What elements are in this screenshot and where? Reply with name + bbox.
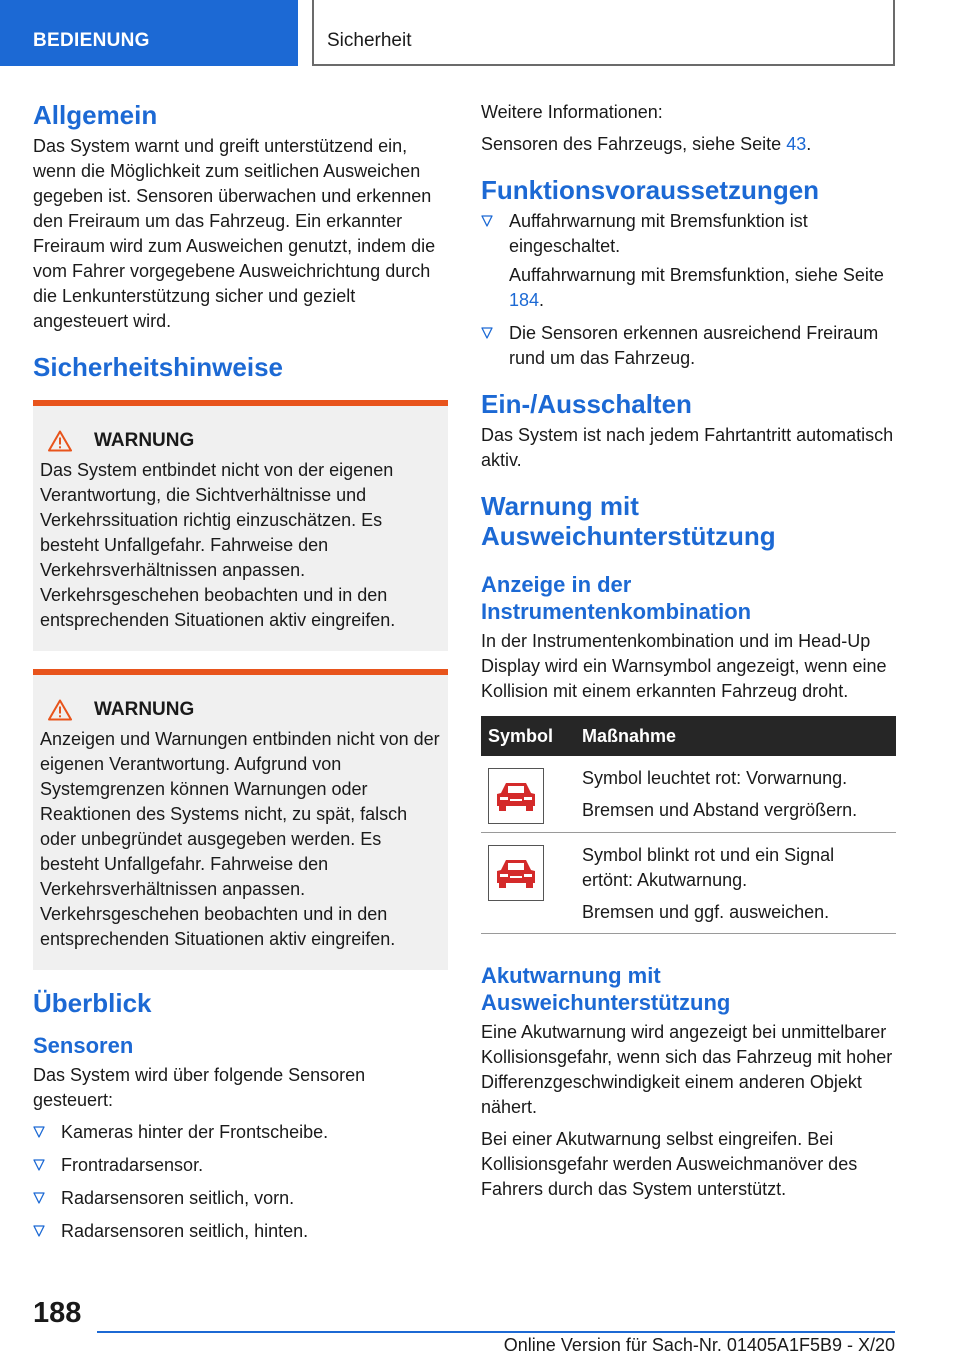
heading-warnung-ausweich: Warnung mit Ausweichunterstützung: [481, 491, 776, 551]
warning-label: WARNUNG: [94, 699, 195, 720]
heading-ein-ausschalten: Ein-/Ausschalten: [481, 389, 692, 419]
sensor-list: [33, 1120, 448, 1244]
triangle-bullet-icon: [481, 327, 493, 339]
action-line: Bremsen und Abstand vergrößern.: [582, 800, 858, 820]
list-item-text: Die Sensoren erkennen ausreichend Freiraum rund um das Fahrzeug.: [509, 323, 879, 368]
chapter-title: Sicherheit: [312, 0, 895, 66]
sensoren-reference: [481, 132, 896, 157]
list-item-text: Radarsensoren seitlich, vorn.: [61, 1188, 295, 1208]
table-row: [481, 833, 896, 934]
symbol-cell: [481, 833, 575, 934]
action-line: Symbol leuchtet rot: Vorwarnung.: [582, 768, 848, 788]
akutwarnung-text-2: Bei einer Akutwarnung selbst eingreifen. Bei Kollisionsgefahr werden Ausweichmanöver des Fahrers durch das System unterstützt.: [481, 1129, 858, 1199]
reference-text: Auffahrwarnung mit Bremsfunktion, siehe Seite: [509, 265, 884, 285]
heading-allgemein: Allgemein: [33, 100, 158, 130]
warning-label: WARNUNG: [94, 430, 195, 451]
warning-header: [40, 699, 440, 721]
heading-sicherheitshinweise: Sicherheitshinweise: [33, 352, 283, 382]
reference-end: .: [539, 290, 545, 310]
symbol-table: [481, 716, 896, 934]
section-tab: BEDIENUNG: [0, 0, 298, 66]
list-item: [481, 321, 896, 371]
list-item-text: Radarsensoren seitlich, hinten.: [61, 1221, 309, 1241]
weitere-info-label: Weitere Informationen:: [481, 102, 663, 122]
page-link-43[interactable]: 43: [786, 134, 807, 154]
requirements-list: [481, 209, 896, 371]
warning-box: [33, 400, 448, 651]
right-column: [481, 100, 896, 1209]
warning-text: Anzeigen und Warnungen entbinden nicht von der eigenen Verantwortung. Aufgrund von Systemgrenzen können Warnungen oder Reaktionen des Systems nicht, zu spät, falsch oder unbegründet ausgegeben werden. Es besteht Unfallgefahr. Fahrweise den Verkehrsverhältnissen anpassen. Verkehrsgeschehen beobachten und in den entsprechenden Situationen aktiv eingreifen.: [40, 729, 440, 949]
heading-akutwarnung: Akutwarnung mit Ausweichunterstützung: [481, 963, 731, 1015]
warning-box: [33, 669, 448, 970]
triangle-bullet-icon: [33, 1126, 45, 1138]
reference-end: .: [806, 134, 812, 154]
table-header-row: [481, 716, 896, 756]
list-item-text: Kameras hinter der Frontscheibe.: [61, 1122, 329, 1142]
list-item: [481, 209, 896, 313]
akutwarnung-text: Eine Akutwarnung wird angezeigt bei unmittelbarer Kollisionsgefahr, wenn sich das Fahrzeug mit hoher Differenzgeschwindigkeit einem anderen Objekt nähert.: [481, 1022, 893, 1117]
allgemein-text: Das System warnt und greift unterstützend ein, wenn die Möglichkeit zum seitlichen Ausweichen gegeben ist. Sensoren überwachen und erkennen den Freiraum um das Fahrzeug. Ein erkannter Freiraum wird zum Ausweichen genutzt, indem die vom Fahrer vorgegebene Ausweichrichtung durch die Lenkunterstützung sicher und gezielt angesteuert wird.: [33, 136, 436, 331]
footer-divider: [97, 1331, 895, 1333]
heading-funktionsvoraussetzungen: Funktionsvoraussetzungen: [481, 175, 820, 205]
triangle-bullet-icon: [33, 1159, 45, 1171]
reference-text: Sensoren des Fahrzeugs, siehe Seite: [481, 134, 787, 154]
column-header-symbol: Symbol: [481, 716, 575, 756]
triangle-bullet-icon: [481, 215, 493, 227]
page-number: 188: [33, 1297, 82, 1329]
ein-ausschalten-text: Das System ist nach jedem Fahrtantritt automatisch aktiv.: [481, 425, 894, 470]
triangle-bullet-icon: [33, 1225, 45, 1237]
action-line: Symbol blinkt rot und ein Signal ertönt: Akutwarnung.: [582, 845, 835, 890]
page-header: [0, 0, 960, 66]
action-cell: [575, 833, 896, 934]
sensoren-text: Das System wird über folgende Sensoren gesteuert:: [33, 1065, 366, 1110]
symbol-cell: [481, 756, 575, 833]
list-item-text: Frontradarsensor.: [61, 1155, 204, 1175]
page-link-184[interactable]: 184: [509, 290, 540, 310]
car-warning-icon: [493, 856, 539, 890]
left-column: [33, 100, 448, 1252]
list-item: [33, 1219, 448, 1244]
heading-anzeige: Anzeige in der Instrumentenkombination: [481, 572, 752, 624]
warning-text: Das System entbindet nicht von der eigenen Verantwortung, die Sichtverhältnisse und Verkehrssituation richtig einzuschätzen. Es besteht Unfallgefahr. Fahrweise den Verkehrsverhältnissen anpassen. Verkehrsgeschehen beobachten und in den entsprechenden Situationen aktiv eingreifen.: [40, 460, 396, 630]
warning-triangle-icon: [48, 699, 72, 721]
footer-version-text: Online Version für Sach-Nr. 01405A1F5B9 - X/20: [503, 1335, 895, 1355]
car-warning-icon: [493, 779, 539, 813]
car-warning-symbol: [488, 845, 544, 901]
list-item: [33, 1186, 448, 1211]
warning-triangle-icon: [48, 430, 72, 452]
heading-sensoren: Sensoren: [33, 1033, 134, 1058]
heading-ueberblick: Überblick: [33, 988, 152, 1018]
action-cell: [575, 756, 896, 833]
anzeige-text: In der Instrumentenkombination und im Head-Up Display wird ein Warnsymbol angezeigt, wenn eine Kollision mit einem erkannten Fahrzeug droht.: [481, 631, 887, 701]
warning-header: [40, 430, 440, 452]
list-item: [33, 1153, 448, 1178]
list-item: [33, 1120, 448, 1145]
column-header-massnahme: Maßnahme: [575, 716, 896, 756]
car-warning-symbol: [488, 768, 544, 824]
triangle-bullet-icon: [33, 1192, 45, 1204]
action-line: Bremsen und ggf. ausweichen.: [582, 902, 830, 922]
table-row: [481, 756, 896, 833]
list-item-subtext: [509, 263, 896, 313]
list-item-text: Auffahrwarnung mit Bremsfunktion ist eingeschaltet.: [509, 211, 808, 256]
